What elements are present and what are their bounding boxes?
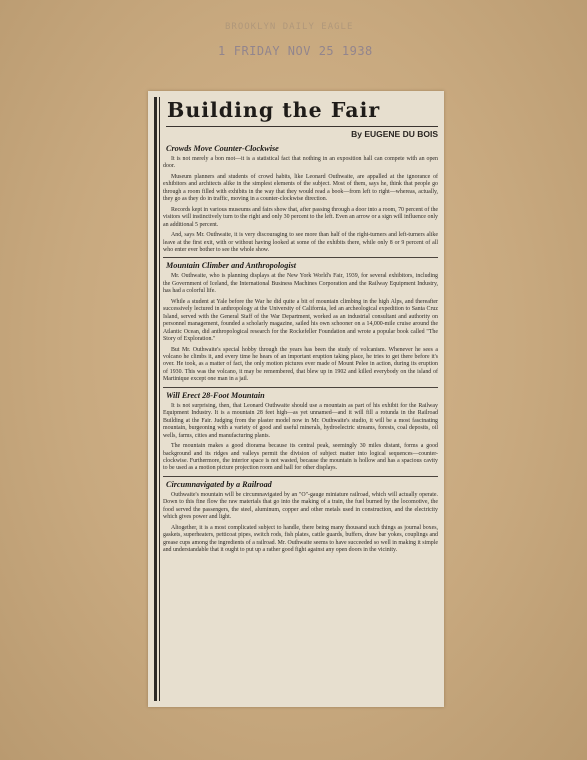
paragraph: Museum planners and students of crowd habits, like Leonard Outhwaite, are appalled at the ignorance of exhibitors and architects alike in the simplest elements of the subject. Most of them, says he, think that people go through a room filled with exhibits in the way that they would read a book—from left to right—whereas, actually, they go as they do in traffic, moving in a counter-clockwise direction. [163,173,438,203]
section-heading: Will Erect 28-Foot Mountain [166,390,265,400]
paragraph: But Mr. Outhwaite's special hobby through the years has been the study of volcanism. Whenever he sees a volcano he climbs it, and every time he hears of an important eruption taking place, he tries to get there before it's over. He took, as a matter of fact, the only motion pictures ever made of Mount Pelee in action, during its eruption of 1930. This was the volcano, it may be remembered, that blew up in 1902 and killed everybody on the island of Martinique except one man in a jail. [163,346,438,383]
section-heading: Circumnavigated by a Railroad [166,479,272,489]
paragraph: It is not surprising, then, that Leonard Outhwaite should use a mountain as part of his exhibit for the Railway Equipment Industry. It is a mountain 28 feet high—as yet unnamed—and it will fill a rotunda in the Railroad Building at the Fair. Judging from the plaster model now in Mr. Outhwaite's studio, it will be a most fascinating mountain, burgeoning with a variety of good and useful minerals, hydroelectric streams, forests, coal deposits, oil wells, farms, cities and manufacturing plants. [163,402,438,439]
date-stamp-date: FRIDAY NOV 25 1938 [233,44,373,58]
article-section [163,144,438,254]
section-divider [163,387,438,388]
section-divider [163,476,438,477]
paragraph: It is not merely a bon mot—it is a statistical fact that nothing in an exposition hall can compete with an open door. [163,156,438,170]
article-byline: By EUGENE DU BOIS [166,126,438,141]
paragraph: And, says Mr. Outhwaite, it is very discouraging to see more than half of the right-turners and left-turners alike leave at the first exit, with or without having looked at some of the exhibits there, while only 8 or 9 percent of all who enter ever bother to see the whole show. [163,232,438,253]
paragraph: Records kept in various museums and fairs show that, after passing through a door into a room, 70 percent of the visitors will instinctively turn to the right and only 30 percent to the left. Even an arrow or a sign will influence only an additional 5 percent. [163,206,438,228]
article-headline: Building the Fair [167,98,381,122]
column-rule-thick [154,97,157,701]
paragraph: Mr. Outhwaite, who is planning displays at the New York World's Fair, 1939, for several exhibitors, including the Government of Iceland, the International Business Machines Corporation and the Railway Equipment Industry, has had a colorful life. [163,273,438,295]
section-heading: Crowds Move Counter-Clockwise [166,144,279,153]
article-section [163,391,438,473]
date-stamp [218,44,393,64]
article-body [163,96,438,703]
newspaper-masthead-stamp: BROOKLYN DAILY EAGLE [225,22,354,32]
article-section [163,480,438,555]
section-heading: Mountain Climber and Anthropologist [166,261,297,271]
paragraph: The mountain makes a good diorama because its central peak, seemingly 30 miles distant, forms a good background and its ridges and valleys permit the division of subject matter into logical sequences—counter-clockwise. Furthermore, the interior space is not wasted, because the mountain is hollow and has a spacious cavity to be used as a motion picture projection room and hall for other displays. [163,443,438,472]
paragraph: Outhwaite's mountain will be circumnavigated by an "O"-gauge miniature railroad, which will actually operate. Down to this fine flow the raw materials that go into the making of a train, the fuel burned by the locomotive, the food served the passengers, the steel, aluminum, copper and other metals used in construction, and the electricity which gives power and light. [163,491,438,521]
newspaper-clipping [148,91,444,707]
paragraph: Altogether, it is a most complicated subject to handle, there being many thousand such things as journal boxes, gaskets, superheaters, petticoat pipes, switch rods, fish plates, cattle guards, buffers, draw bar yokes, couplings and grease cups among the ingredients of a railroad. Mr. Outhwaite seems to have succeeded so well in making it simple and understandable that it ought to put up a rather good fight against any open doors in the vicinity. [163,524,438,554]
paragraph: While a student at Yale before the War he did quite a bit of mountain climbing in the high Alps, and thereafter successively lectured in anthropology at the University of California, led an archeological expedition to Santa Cruz Island, served with the General Staff of the War Department, worked as an industrial consultant and authority on personnel management, founded a scholarly magazine, sailed his own schooner on a 14,000-mile cruise around the Atlantic Ocean, did anthropological research for the Rockefeller Foundation and wrote a popular book called "The Story of Exploration." [163,298,438,343]
section-divider [163,257,438,258]
date-stamp-prefix: 1 [218,44,226,58]
column-rule-thin [159,97,160,701]
article-section [163,261,438,383]
